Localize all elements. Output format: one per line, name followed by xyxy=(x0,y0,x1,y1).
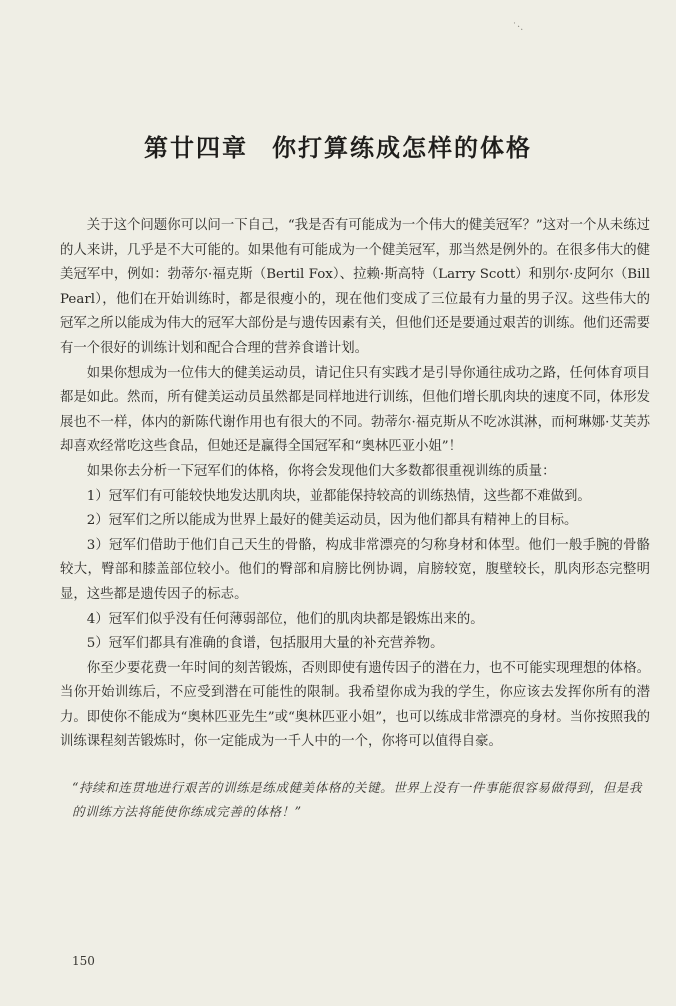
chapter-body xyxy=(60,214,650,755)
paragraph-conclusion: 你至少要花费一年时间的刻苦锻炼，否则即使有遗传因子的潜在力，也不可能实现理想的体格。当你开始训练后，不应受到潜在可能性的限制。我希望你成为我的学生，你应该去发挥你所有的潜力。即使你不能成为“奥林匹亚先生”或“奥林匹亚小姐”，也可以练成非常漂亮的身材。当你按照我的训练课程刻苦锻炼时，你一定能成为一千人中的一个，你将可以值得自豪。 xyxy=(60,660,650,750)
paragraph-practice: 如果你想成为一位伟大的健美运动员，请记住只有实践才是引导你通往成功之路，任何体育项目都是如此。然而，所有健美运动员虽然都是同样地进行训练，但他们增长肌肉块的速度不同，体形发展也不一样，体内的新陈代谢作用也有很大的不同。勃蒂尔·福克斯从不吃冰淇淋，而柯琳娜·艾芙苏却喜欢经常吃这些食品，但她还是赢得全国冠军和“奥林匹亚小姐”！ xyxy=(60,365,650,455)
paragraph-intro: 关于这个问题你可以问一下自己，“我是否有可能成为一个伟大的健美冠军？”这对一个从未练过的人来讲，几乎是不大可能的。如果他有可能成为一个健美冠军，那当然是例外的。在很多伟大的健美冠军中，例如：勃蒂尔·福克斯（Bertil Fox）、拉赖·斯高特（Larry Scott）和别尔·皮阿尔（Bill Pearl），他们在开始训练时，都是很瘦小的，现在他们变成了三位最有力量的男子汉。这些伟大的冠军之所以能成为伟大的冠军大部份是与遗传因素有关，但他们还是要通过艰苦的训练。他们还需要有一个很好的训练计划和配合合理的营养食谱计划。 xyxy=(60,218,650,356)
chapter-heading xyxy=(0,128,676,163)
list-item-1: 1）冠军们有可能较快地发达肌肉块，並都能保持较高的训练热情，这些都不难做到。 xyxy=(86,488,591,504)
chapter-title: 你打算练成怎样的体格 xyxy=(272,134,532,162)
scan-speck-decoration: ˙·. xyxy=(512,22,524,33)
chapter-number: 第廿四章 xyxy=(144,134,248,162)
closing-quote: “持续和连贯地进行艰苦的训练是练成健美体格的关键。世界上没有一件事能很容易做得到，但是我的训练方法将能使你练成完善的体格！” xyxy=(72,780,642,819)
list-item-4: 4）冠军们似乎没有任何薄弱部位，他们的肌肉块都是锻炼出来的。 xyxy=(86,611,484,627)
list-item-2: 2）冠军们之所以能成为世界上最好的健美运动员，因为他们都具有精神上的目标。 xyxy=(86,513,578,529)
page-number: 150 xyxy=(72,954,95,968)
paragraph-analysis: 如果你去分析一下冠军们的体格，你将会发现他们大多数都很重视训练的质量： xyxy=(86,463,556,479)
list-item-5: 5）冠军们都具有准确的食谱，包括服用大量的补充营养物。 xyxy=(86,636,444,652)
list-item-3: 3）冠军们借助于他们自己天生的骨骼，构成非常漂亮的匀称身材和体型。他们一般手腕的骨骼较大，臀部和膝盖部位较小。他们的臀部和肩膀比例协调，肩膀较宽，腹壁较长，肌肉形态完整明显，这些都是遗传因子的标志。 xyxy=(60,537,650,602)
